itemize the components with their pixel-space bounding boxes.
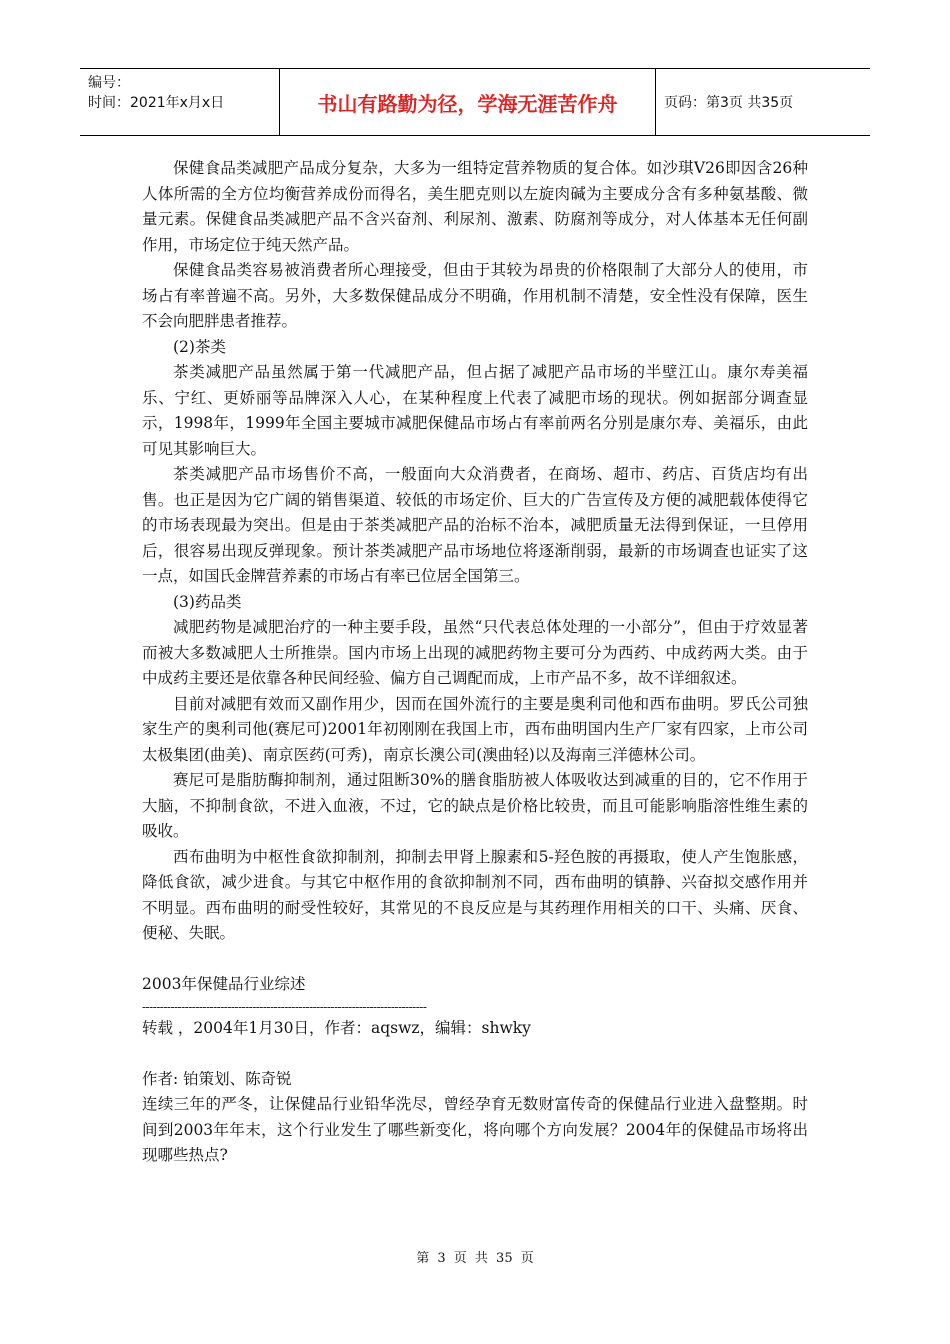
paragraph: 赛尼可是脂肪酶抑制剂，通过阻断30%的膳食脂肪被人体吸收达到减重的目的，它不作用于大脑，不抑制食欲，不进入血液，不过，它的缺点是价格比较贵，而且可能影响脂溶性维生素的吸收。 [142, 771, 808, 840]
document-body [142, 156, 808, 1169]
page-footer: 第 3 页 共 35 页 [416, 1251, 534, 1266]
paragraph: 西布曲明为中枢性食欲抑制剂，抑制去甲肾上腺素和5-羟色胺的再摄取，使人产生饱胀感，降低食欲，减少进食。与其它中枢作用的食欲抑制剂不同，西布曲明的镇静、兴奋拟交感作用并不明显。西布曲明的耐受性较好，其常见的不良反应是与其药理作用相关的口干、头痛、厌食、便秘、失眠。 [142, 847, 808, 942]
page-header [80, 68, 870, 136]
paragraph: 保健食品类容易被消费者所心理接受，但由于其较为昂贵的价格限制了大部分人的使用，市场占有率普遍不高。另外，大多数保健品成分不明确，作用机制不清楚，安全性没有保障，医生不会向肥胖患者推荐。 [142, 261, 808, 330]
document-date: 时间：2021年x月x日 [88, 95, 225, 111]
separator-line: -------------------------------------------------------------------------------- [142, 999, 427, 1014]
header-meta [80, 69, 280, 135]
paragraph: 茶类减肥产品虽然属于第一代减肥产品，但占据了减肥产品市场的半壁江山。康尔寿美福乐、宁红、更娇丽等品牌深入人心，在某种程度上代表了减肥市场的现状。例如据部分调查显示，1998年，1999年全国主要城市减肥保健品市场占有率前两名分别是康尔寿、美福乐，由此可见其影响巨大。 [142, 363, 808, 458]
section-heading-medicine: (3)药品类 [173, 592, 242, 611]
header-motto: 书山有路勤为径，学海无涯苦作舟 [280, 69, 656, 135]
paragraph: 减肥药物是减肥治疗的一种主要手段，虽然“只代表总体处理的一小部分”，但由于疗效显著而被大多数减肥人士所推崇。国内市场上出现的减肥药物主要可分为西药、中成药两大类。由于中成药主要还是依靠各种民间经验、偏方自己调配而成，上市产品不多，故不详细叙述。 [142, 618, 808, 687]
article-intro: 连续三年的严冬，让保健品行业铅华洗尽，曾经孕育无数财富传奇的保健品行业进入盘整期。时间到2003年年末，这个行业发生了哪些新变化，将向哪个方向发展？2004年的保健品市场将出现哪些热点? [142, 1095, 808, 1164]
article-title: 2003年保健品行业综述 [142, 975, 306, 993]
paragraph: 目前对减肥有效而又副作用少，因而在国外流行的主要是奥利司他和西布曲明。罗氏公司独家生产的奥利司他(赛尼可)2001年初刚刚在我国上市，西布曲明国内生产厂家有四家，上市公司太极集团(曲美)、南京医药(可秀)，南京长澳公司(澳曲轻)以及海南三洋德林公司。 [142, 694, 808, 764]
header-page-info: 页码：第3页 共35页 [664, 95, 794, 111]
spacer [142, 947, 808, 973]
repost-info: 转载 ，2004年1月30日，作者：aqswz，编辑：shwky [142, 1018, 531, 1037]
paragraph: 保健食品类减肥产品成分复杂，大多为一组特定营养物质的复合体。如沙琪V26即因含26种人体所需的全方位均衡营养成份而得名，美生肥克则以左旋肉碱为主要成分含有多种氨基酸、微量元素。保健食品类减肥产品不含兴奋剂、利尿剂、激素、防腐剂等成分，对人体基本无任何副作用，市场定位于纯天然产品。 [142, 159, 808, 254]
spacer [142, 1041, 808, 1067]
section-heading-tea: (2)茶类 [173, 337, 226, 356]
paragraph: 茶类减肥产品市场售价不高，一般面向大众消费者，在商场、超市、药店、百货店均有出售。也正是因为它广阔的销售渠道、较低的市场定价、巨大的广告宣传及方便的减肥载体使得它的市场表现最为突出。但是由于茶类减肥产品的治标不治本，减肥质量无法得到保证，一旦停用后，很容易出现反弹现象。预计茶类减肥产品市场地位将逐渐削弱，最新的市场调查也证实了这一点，如国氏金牌营养素的市场占有率已位居全国第三。 [142, 465, 808, 585]
article-authors: 作者: 铂策划、陈奇锐 [142, 1069, 292, 1088]
document-number-label: 编号： [88, 75, 130, 91]
